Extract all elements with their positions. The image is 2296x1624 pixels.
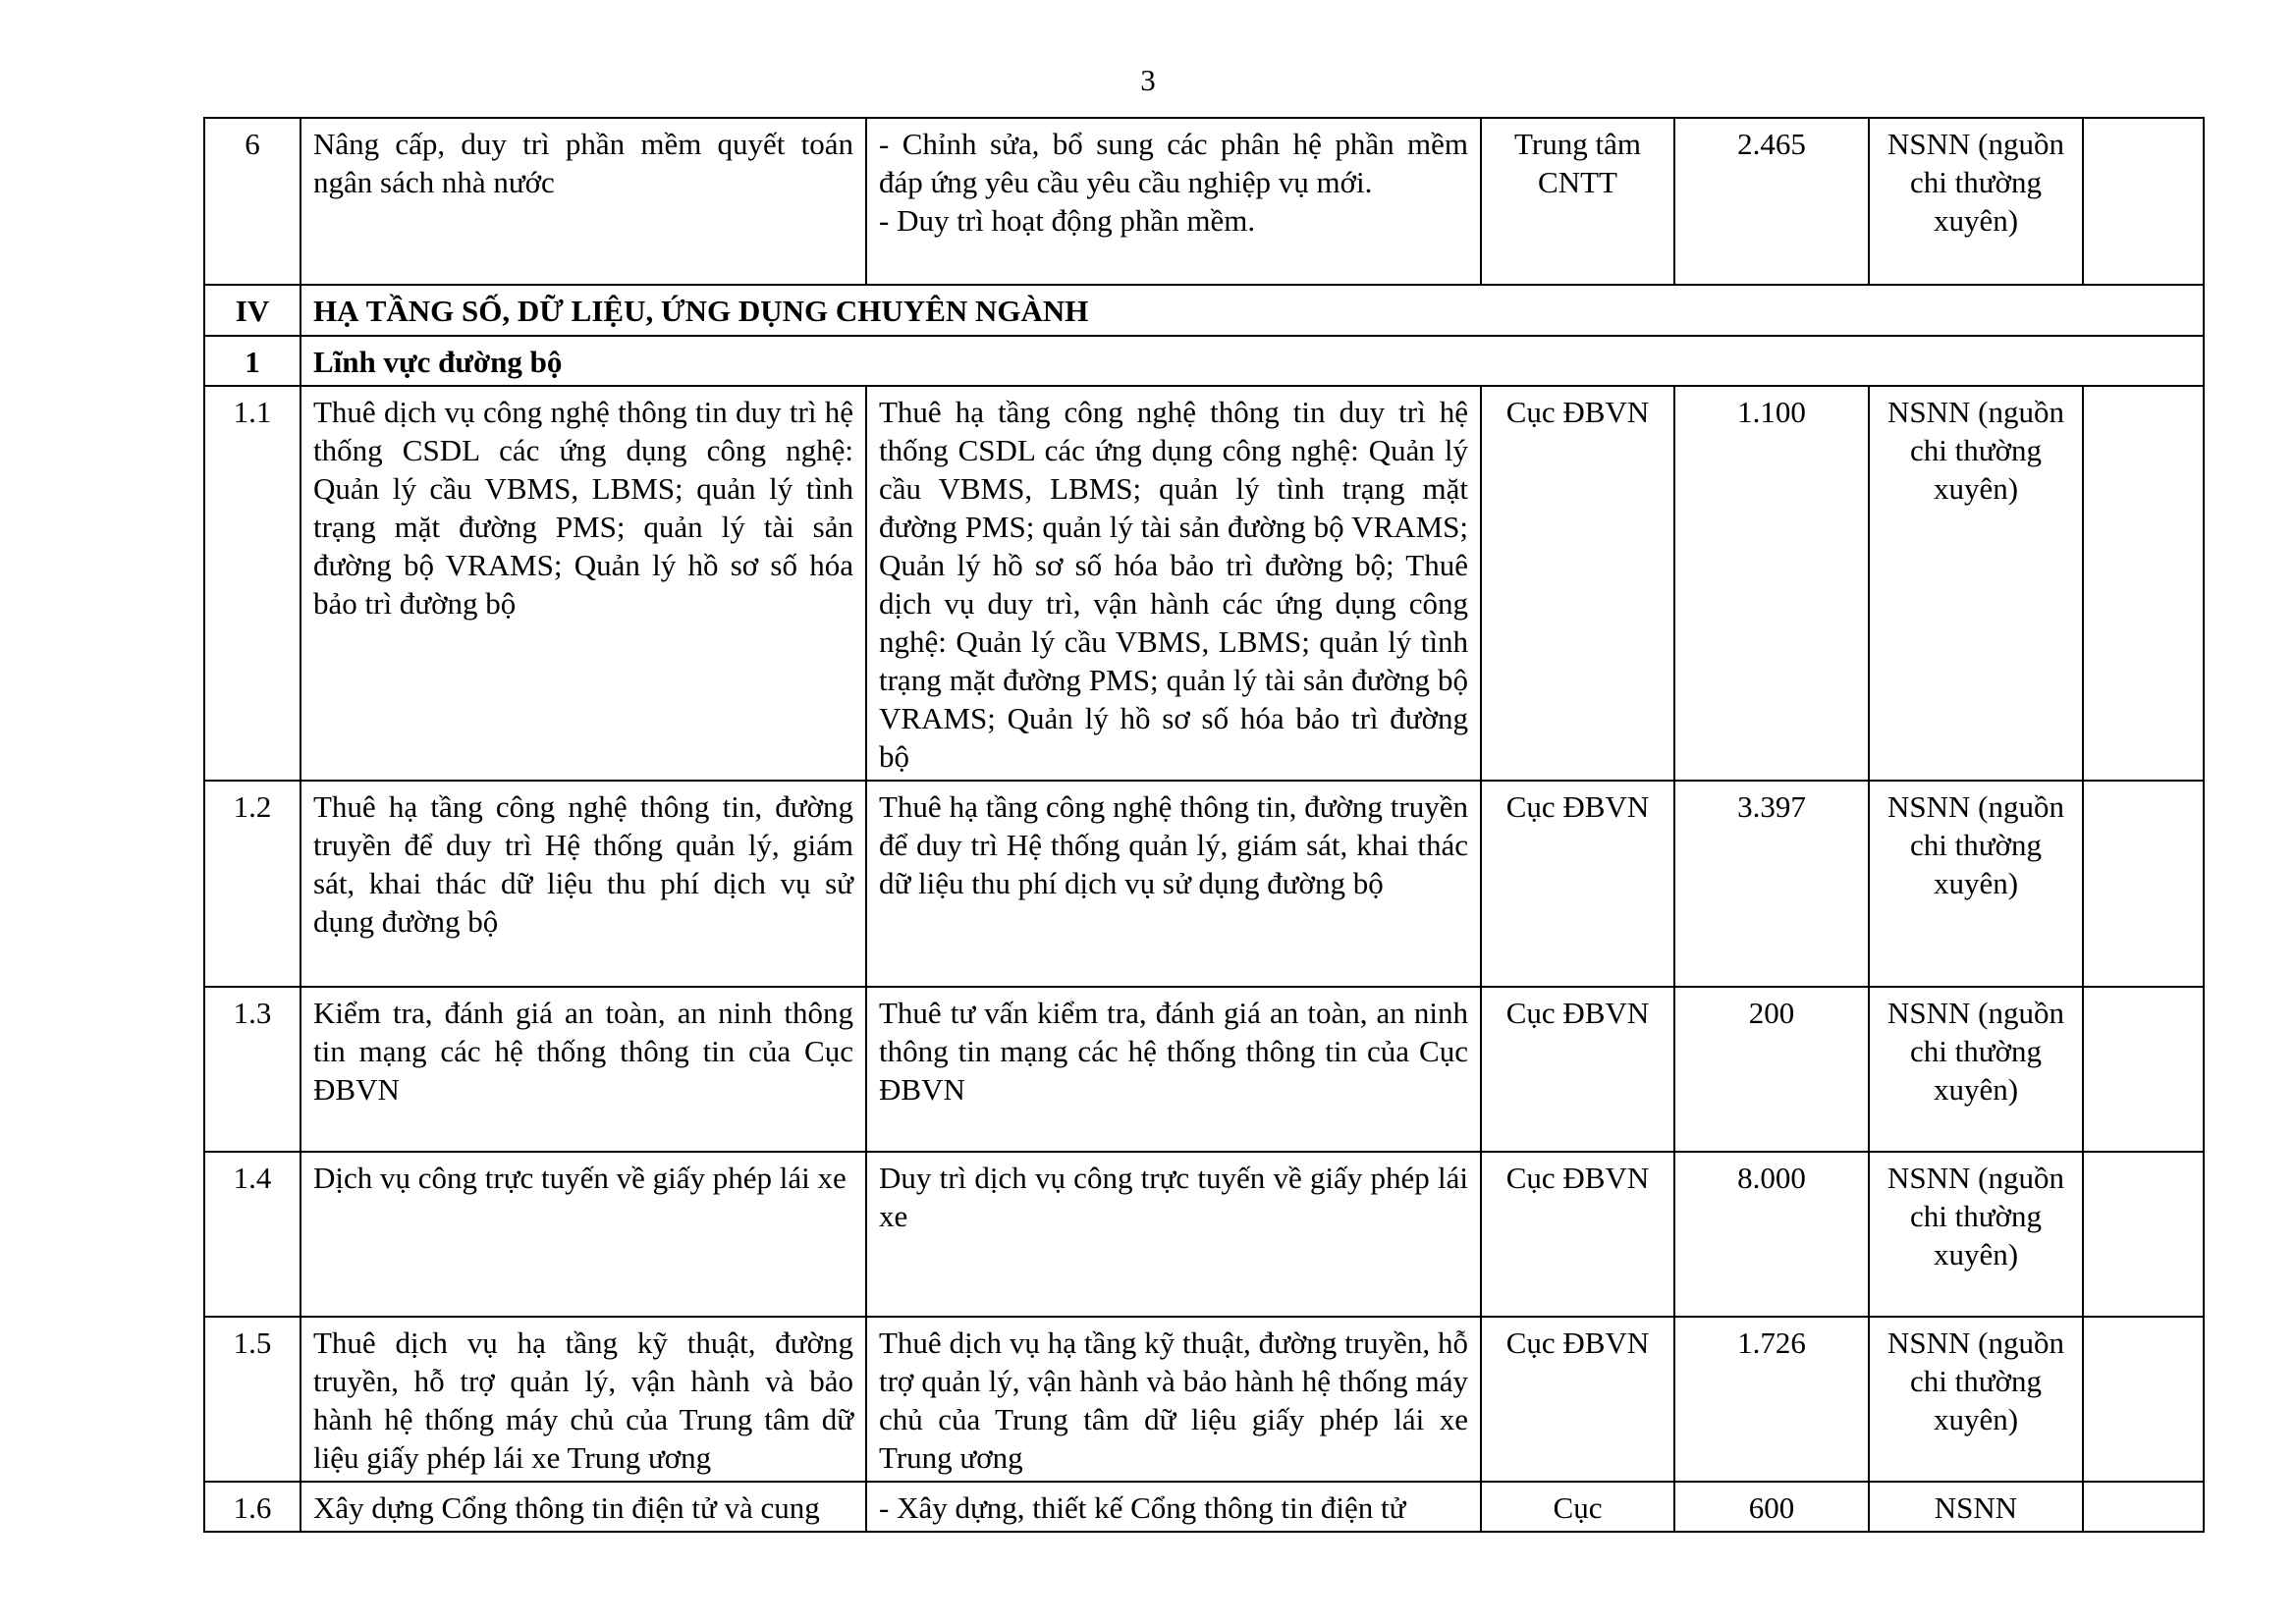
row-name: Dịch vụ công trực tuyến về giấy phép lái xe (301, 1152, 866, 1317)
row-note (2083, 781, 2204, 987)
row-stt: 1.3 (204, 987, 301, 1152)
row-source: NSNN (nguồn chi thường xuyên) (1869, 386, 2083, 781)
content-line: - Duy trì hoạt động phần mềm. (879, 203, 1256, 238)
row-name: Xây dựng Cổng thông tin điện tử và cung (301, 1482, 866, 1532)
section-title: HẠ TẦNG SỐ, DỮ LIỆU, ỨNG DỤNG CHUYÊN NGÀNH (301, 285, 2204, 336)
content-line: Thuê dịch vụ hạ tầng kỹ thuật, đường truyền, hỗ trợ quản lý, vận hành và bảo hành hệ thống máy chủ của Trung tâm dữ liệu giấy phép lái xe Trung ương (879, 1326, 1468, 1475)
row-note (2083, 118, 2204, 285)
row-stt: 1.4 (204, 1152, 301, 1317)
section-stt: IV (204, 285, 301, 336)
row-unit: Trung tâm CNTT (1481, 118, 1674, 285)
row-cost: 2.465 (1674, 118, 1869, 285)
row-unit: Cục ĐBVN (1481, 781, 1674, 987)
row-name: Thuê hạ tầng công nghệ thông tin, đường truyền để duy trì Hệ thống quản lý, giám sát, khai thác dữ liệu thu phí dịch vụ sử dụng đường bộ (301, 781, 866, 987)
table-row (204, 781, 2204, 987)
row-cost: 1.726 (1674, 1317, 1869, 1482)
row-cost: 600 (1674, 1482, 1869, 1532)
table-row (204, 1152, 2204, 1317)
section-row (204, 285, 2204, 336)
row-source: NSNN (nguồn chi thường xuyên) (1869, 1152, 2083, 1317)
content-line: - Chỉnh sửa, bổ sung các phân hệ phần mềm đáp ứng yêu cầu yêu cầu nghiệp vụ mới. (879, 127, 1468, 199)
row-unit: Cục ĐBVN (1481, 1152, 1674, 1317)
row-cost: 1.100 (1674, 386, 1869, 781)
table-row (204, 386, 2204, 781)
row-content (866, 781, 1481, 987)
page-number: 3 (1140, 63, 1156, 97)
section-title: Lĩnh vực đường bộ (301, 336, 2204, 386)
table-row (204, 1317, 2204, 1482)
row-source: NSNN (nguồn chi thường xuyên) (1869, 1317, 2083, 1482)
row-note (2083, 386, 2204, 781)
row-content (866, 386, 1481, 781)
row-stt: 1.2 (204, 781, 301, 987)
row-name: Thuê dịch vụ công nghệ thông tin duy trì hệ thống CSDL các ứng dụng công nghệ: Quản lý cầu VBMS, LBMS; quản lý tình trạng mặt đường PMS; quản lý tài sản đường bộ VRAMS; Quản lý hồ sơ số hóa bảo trì đường bộ (301, 386, 866, 781)
row-stt: 1.5 (204, 1317, 301, 1482)
content-line: - Xây dựng, thiết kế Cổng thông tin điện tử (879, 1490, 1406, 1525)
row-stt: 6 (204, 118, 301, 285)
row-note (2083, 1317, 2204, 1482)
row-cost: 200 (1674, 987, 1869, 1152)
row-note (2083, 1152, 2204, 1317)
table-row (204, 118, 2204, 285)
content-line: Thuê tư vấn kiểm tra, đánh giá an toàn, an ninh thông tin mạng các hệ thống thông tin của Cục ĐBVN (879, 996, 1468, 1107)
row-source: NSNN (nguồn chi thường xuyên) (1869, 118, 2083, 285)
row-unit: Cục ĐBVN (1481, 987, 1674, 1152)
table-row (204, 1482, 2204, 1532)
content-line: Thuê hạ tầng công nghệ thông tin duy trì hệ thống CSDL các ứng dụng công nghệ: Quản lý cầu VBMS, LBMS; quản lý tình trạng mặt đường PMS; quản lý tài sản đường bộ VRAMS; Quản lý hồ sơ số hóa bảo trì đường bộ; Thuê dịch vụ duy trì, vận hành các ứng dụng công nghệ: Quản lý cầu VBMS, LBMS; quản lý tình trạng mặt đường PMS; quản lý tài sản đường bộ VRAMS; Quản lý hồ sơ số hóa bảo trì đường bộ (879, 395, 1468, 774)
row-note (2083, 1482, 2204, 1532)
row-content (866, 118, 1481, 285)
row-name: Kiểm tra, đánh giá an toàn, an ninh thông tin mạng các hệ thống thông tin của Cục ĐBVN (301, 987, 866, 1152)
row-content (866, 1482, 1481, 1532)
row-source: NSNN (nguồn chi thường xuyên) (1869, 781, 2083, 987)
row-cost: 3.397 (1674, 781, 1869, 987)
row-stt: 1.1 (204, 386, 301, 781)
row-note (2083, 987, 2204, 1152)
row-content (866, 1152, 1481, 1317)
row-content (866, 987, 1481, 1152)
content-line: Thuê hạ tầng công nghệ thông tin, đường truyền để duy trì Hệ thống quản lý, giám sát, khai thác dữ liệu thu phí dịch vụ sử dụng đường bộ (879, 789, 1468, 900)
table-row (204, 987, 2204, 1152)
row-stt: 1.6 (204, 1482, 301, 1532)
row-cost: 8.000 (1674, 1152, 1869, 1317)
section-stt: 1 (204, 336, 301, 386)
row-unit: Cục (1481, 1482, 1674, 1532)
row-unit: Cục ĐBVN (1481, 386, 1674, 781)
row-source: NSNN (nguồn chi thường xuyên) (1869, 987, 2083, 1152)
row-name: Nâng cấp, duy trì phần mềm quyết toán ngân sách nhà nước (301, 118, 866, 285)
plan-table (203, 117, 2205, 1533)
row-source: NSNN (1869, 1482, 2083, 1532)
row-name: Thuê dịch vụ hạ tầng kỹ thuật, đường truyền, hỗ trợ quản lý, vận hành và bảo hành hệ thống máy chủ của Trung tâm dữ liệu giấy phép lái xe Trung ương (301, 1317, 866, 1482)
row-content (866, 1317, 1481, 1482)
content-line: Duy trì dịch vụ công trực tuyến về giấy phép lái xe (879, 1161, 1468, 1233)
section-row (204, 336, 2204, 386)
row-unit: Cục ĐBVN (1481, 1317, 1674, 1482)
